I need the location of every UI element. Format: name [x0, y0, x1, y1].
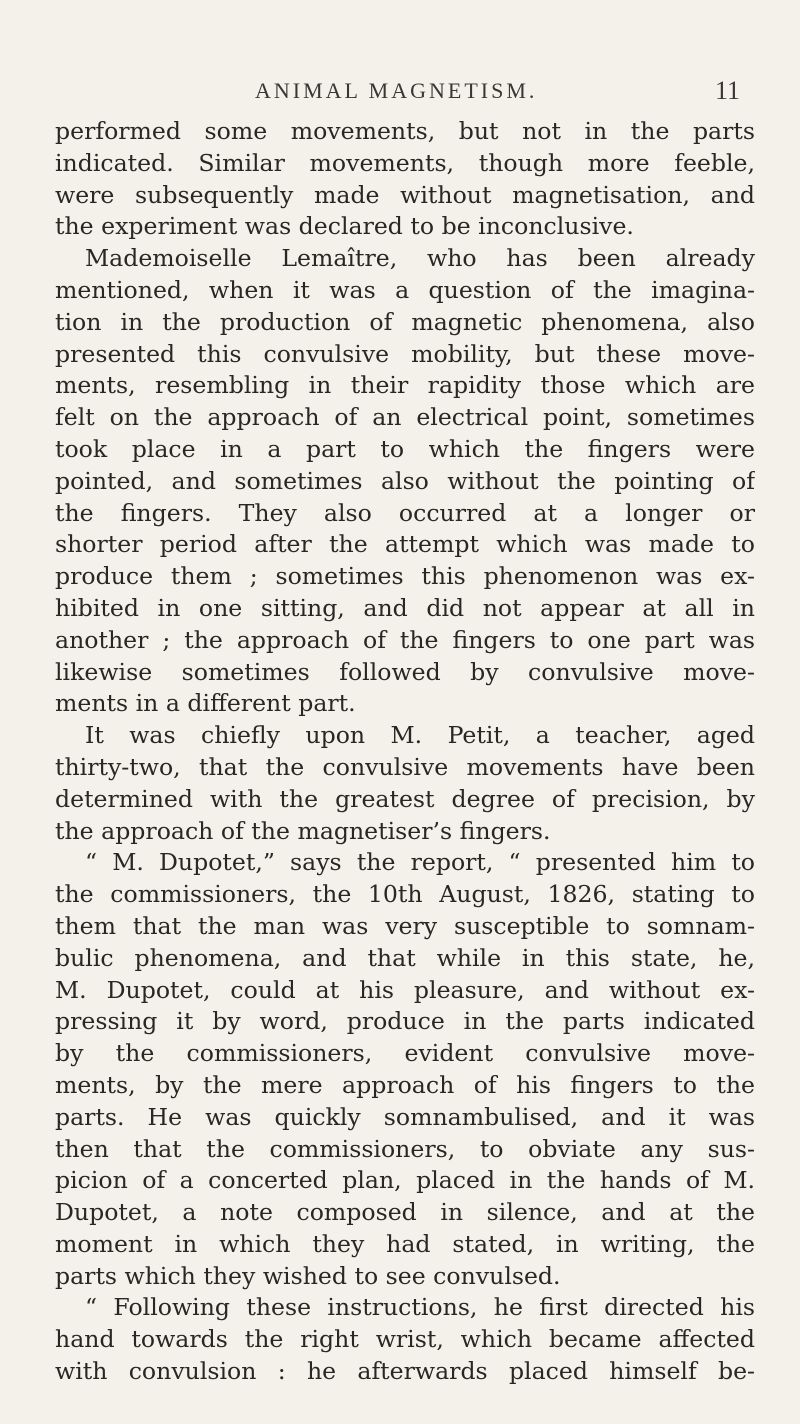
text-line: M. Dupotet, could at his pleasure, and without ex-	[55, 975, 755, 1004]
page-number: 11	[714, 76, 740, 105]
text-line: picion of a concerted plan, placed in the hands of M.	[55, 1166, 755, 1195]
text-line: parts. He was quickly somnambulised, and it was	[55, 1102, 755, 1131]
text-line: produce them ; sometimes this phenomenon was ex-	[55, 562, 755, 591]
text-line: Mademoiselle Lemaître, who has been already	[85, 244, 755, 273]
text-line: ments, resembling in their rapidity those which are	[55, 371, 755, 400]
text-line: ments in a different part.	[55, 689, 356, 718]
text-line: them that the man was very susceptible to somnam-	[55, 911, 755, 940]
text-line: were subsequently made without magnetisation, and	[55, 180, 755, 209]
text-line: parts which they wished to see convulsed.	[55, 1261, 561, 1290]
text-line: determined with the greatest degree of precision, by	[55, 784, 755, 813]
text-line: hibited in one sitting, and did not appear at all in	[55, 593, 755, 622]
text-line: bulic phenomena, and that while in this state, he,	[55, 943, 755, 972]
text-line: performed some movements, but not in the parts	[55, 117, 755, 145]
text-line: with convulsion : he afterwards placed himself be-	[55, 1357, 755, 1386]
text-line: pointed, and sometimes also without the pointing of	[55, 466, 755, 495]
text-line: then that the commissioners, to obviate any sus-	[55, 1134, 755, 1163]
text-line: “ Following these instructions, he first directed his	[85, 1293, 755, 1322]
text-line: shorter period after the attempt which was made to	[55, 530, 755, 559]
text-line: indicated. Similar movements, though more feeble,	[55, 148, 755, 177]
body-text	[55, 116, 755, 1388]
text-line: took place in a part to which the fingers were	[55, 434, 755, 463]
text-line: likewise sometimes followed by convulsive move-	[55, 657, 755, 686]
text-line: presented this convulsive mobility, but these move-	[55, 339, 755, 368]
text-line: moment in which they had stated, in writing, the	[55, 1229, 755, 1258]
text-line: “ M. Dupotet,” says the report, “ presented him to	[85, 848, 755, 877]
text-line: ments, by the mere approach of his fingers to the	[55, 1070, 755, 1099]
text-line: the approach of the magnetiser’s fingers.	[55, 816, 551, 845]
text-line: the experiment was declared to be inconclusive.	[55, 212, 634, 241]
text-line: hand towards the right wrist, which became affected	[55, 1325, 755, 1354]
text-line: pressing it by word, produce in the parts indicated	[55, 1007, 755, 1036]
text-line: tion in the production of magnetic phenomena, also	[55, 307, 755, 336]
text-line: Dupotet, a note composed in silence, and at the	[55, 1198, 755, 1227]
text-line: the commissioners, the 10th August, 1826, stating to	[55, 880, 755, 909]
running-head-title: ANIMAL MAGNETISM.	[255, 78, 538, 103]
text-line: thirty-two, that the convulsive movements have been	[55, 752, 755, 781]
text-line: It was chiefly upon M. Petit, a teacher, aged	[85, 721, 755, 750]
text-line: felt on the approach of an electrical point, sometimes	[55, 403, 755, 432]
text-line: mentioned, when it was a question of the imagina-	[55, 275, 755, 304]
text-line: by the commissioners, evident convulsive move-	[55, 1039, 755, 1068]
text-line: another ; the approach of the fingers to one part was	[55, 625, 755, 654]
text-line: the fingers. They also occurred at a longer or	[55, 498, 755, 527]
